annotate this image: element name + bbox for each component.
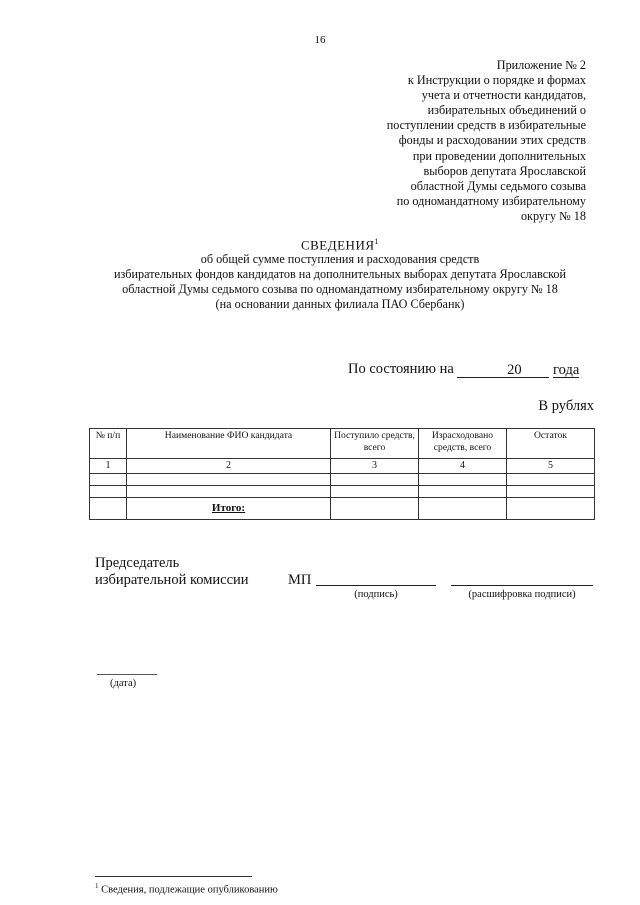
as-of-date-line — [348, 361, 579, 378]
total-balance-cell[interactable] — [507, 498, 595, 520]
header-candidate-name: Наименование ФИО кандидата — [127, 429, 331, 459]
table-cell[interactable] — [90, 474, 127, 486]
title-footnote-mark: 1 — [374, 237, 380, 246]
column-number: 3 — [331, 459, 419, 474]
total-received-cell[interactable] — [331, 498, 419, 520]
table-cell[interactable] — [507, 486, 595, 498]
heading-line: (на основании данных филиала ПАО Сбербанк) — [215, 297, 465, 312]
appendix-line: поступлении средств в избирательные — [386, 118, 586, 133]
stamp-place: МП — [288, 572, 312, 588]
document-heading — [60, 234, 620, 312]
chair-line: избирательной комиссии — [95, 572, 249, 588]
table-cell[interactable] — [90, 486, 127, 498]
heading-line: областной Думы седьмого созыва по одномандатному избирательному округу № 18 — [122, 282, 558, 297]
appendix-line: округу № 18 — [520, 208, 586, 223]
header-balance: Остаток — [507, 429, 595, 459]
table-cell[interactable] — [419, 486, 507, 498]
footnote-text: Сведения, подлежащие опубликованию — [101, 884, 278, 896]
footnote-mark: 1 — [95, 882, 99, 890]
chair-title — [95, 555, 249, 589]
document-title — [60, 234, 620, 252]
appendix-line: избирательных объединений о — [427, 103, 586, 118]
total-label-cell — [127, 498, 331, 520]
table-cell[interactable] — [127, 474, 331, 486]
summary-table — [89, 428, 595, 520]
table-cell[interactable] — [419, 474, 507, 486]
heading-line: избирательных фондов кандидатов на дополнительных выборах депутата Ярославской — [113, 267, 567, 282]
signature-caption: (подпись) — [354, 589, 398, 600]
table-cell[interactable] — [507, 474, 595, 486]
year-prefix: 20 — [507, 362, 522, 378]
date-caption: (дата) — [110, 678, 137, 689]
table-row — [90, 474, 595, 486]
date-line[interactable] — [97, 674, 157, 675]
column-number-row — [90, 459, 595, 474]
signature-line[interactable] — [316, 585, 436, 586]
header-spent: Израсходовано средств, всего — [419, 429, 507, 459]
signature-decoding-line[interactable] — [451, 585, 593, 586]
header-received: Поступило средств, всего — [331, 429, 419, 459]
table-cell[interactable] — [331, 474, 419, 486]
year-blank[interactable] — [523, 362, 549, 378]
column-number: 2 — [127, 459, 331, 474]
appendix-line: фонды и расходовании этих средств — [398, 133, 586, 148]
appendix-line: областной Думы седьмого созыва — [410, 178, 586, 193]
date-blank[interactable] — [457, 362, 505, 378]
column-number: 1 — [90, 459, 127, 474]
chair-line: Председатель — [95, 555, 180, 571]
footnote-divider — [95, 876, 252, 877]
appendix-line: учета и отчетности кандидатов, — [421, 88, 586, 103]
total-spent-cell[interactable] — [419, 498, 507, 520]
heading-line: об общей сумме поступления и расходования средств — [200, 252, 480, 267]
units-label: В рублях — [538, 398, 594, 414]
decoding-caption: (расшифровка подписи) — [468, 589, 576, 600]
appendix-reference — [360, 58, 586, 224]
appendix-line: при проведении дополнительных — [412, 148, 586, 163]
column-number: 5 — [507, 459, 595, 474]
appendix-line: Приложение № 2 — [496, 58, 586, 72]
as-of-prefix: По состоянию на — [348, 361, 454, 377]
table-cell[interactable] — [127, 486, 331, 498]
header-number: № п/п — [90, 429, 127, 459]
title-text: СВЕДЕНИЯ — [300, 237, 375, 253]
table-cell[interactable] — [331, 486, 419, 498]
appendix-line: к Инструкции о порядке и формах — [407, 73, 586, 88]
table-header-row — [90, 429, 595, 459]
year-suffix: года — [553, 362, 580, 378]
table-row — [90, 486, 595, 498]
table-cell — [90, 498, 127, 520]
footnote — [95, 882, 278, 896]
total-label: Итого: — [211, 502, 246, 514]
appendix-line: по одномандатному избирательному — [396, 193, 586, 208]
page-number: 16 — [314, 34, 326, 46]
total-row — [90, 498, 595, 520]
column-number: 4 — [419, 459, 507, 474]
appendix-line: выборов депутата Ярославской — [423, 163, 586, 178]
